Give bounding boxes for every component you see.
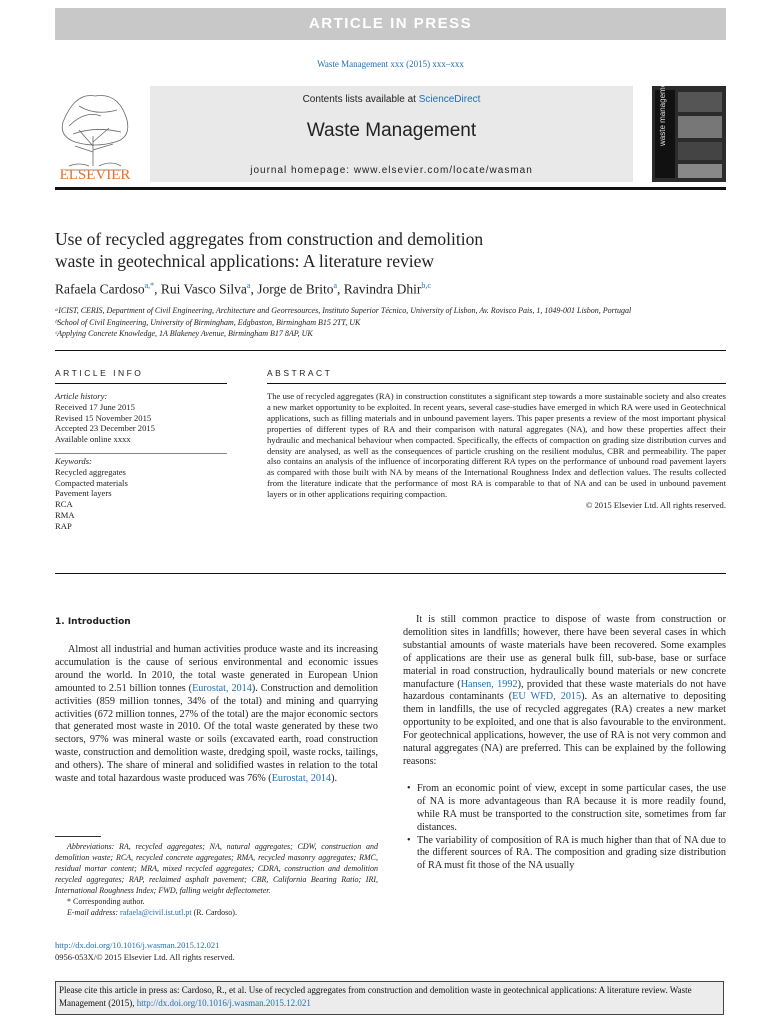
body-column-left bbox=[55, 644, 378, 786]
article-in-press-banner: ARTICLE IN PRESS bbox=[55, 8, 726, 40]
article-info bbox=[55, 391, 227, 532]
keyword: RCA bbox=[55, 499, 73, 510]
email-link[interactable]: rafaela@civil.ist.utl.pt bbox=[120, 908, 192, 917]
author-name[interactable]: Jorge de Brito bbox=[257, 281, 334, 297]
intro-paragraph-2 bbox=[403, 614, 726, 769]
keywords-label: Keywords: bbox=[55, 455, 92, 466]
intro-paragraph-1 bbox=[55, 644, 378, 786]
text-run: Almost all industrial and human activities produce waste and its increasing accumulation is the cause of serious environmental and economic issues around the world. In 2010, the total waste generated in European Union amounted to 2.51 billion tonnes ( bbox=[55, 644, 378, 694]
citation-link[interactable]: EU WFD, 2015 bbox=[512, 691, 582, 703]
elsevier-tree-icon bbox=[55, 86, 135, 182]
author-name[interactable]: Rui Vasco Silva bbox=[160, 281, 247, 297]
citation-text: Please cite this article in press as: Cardoso, R., et al. Use of recycled aggregates from construction and demolition waste in geotechnical applications: A literature review. Waste Management (2015), bbox=[59, 985, 692, 1008]
abstract bbox=[267, 391, 726, 511]
journal-homepage[interactable]: journal homepage: www.elsevier.com/locate/wasman bbox=[250, 165, 533, 176]
footnotes bbox=[55, 841, 378, 918]
history-item: Available online xxxx bbox=[55, 434, 131, 445]
abstract-bottom-rule bbox=[55, 573, 726, 574]
keyword: Compacted materials bbox=[55, 477, 128, 488]
corresponding-author-note: * Corresponding author. bbox=[67, 897, 145, 906]
affiliation-rule bbox=[55, 350, 726, 351]
info-rule bbox=[55, 383, 227, 384]
text-run: ), provided that these waste materials do not have hazardous contaminants ( bbox=[403, 678, 726, 703]
doi-link[interactable]: http://dx.doi.org/10.1016/j.wasman.2015.12.021 bbox=[55, 940, 220, 950]
affiliation-c: ᶜApplying Concrete Knowledge, 1A Blakeney Avenue, Birmingham B17 8AP, UK bbox=[55, 329, 313, 338]
title-line-2: waste in geotechnical applications: A literature review bbox=[55, 251, 435, 271]
title-line-1: Use of recycled aggregates from construction and demolition bbox=[55, 229, 484, 249]
affiliations bbox=[55, 305, 735, 340]
history-item: Revised 15 November 2015 bbox=[55, 412, 152, 423]
contents-lists-line bbox=[150, 94, 633, 105]
elsevier-wordmark: ELSEVIER bbox=[59, 167, 131, 182]
abstract-text: The use of recycled aggregates (RA) in construction constitutes a significant step towards a more sustainable society and also creates a new market opportunity to be exploited. In recent years, several case-studies have emerged in which RA were used in Geotechnical applications, such as filling materials and in unbound pavement layers. This paper presents a review of the most important physical properties of different types of RA and their comparison with natural aggregates (NA), and how these properties affect their hydraulic and mechanical behaviour when compacted. Specifically, the effects of compaction on grading size distribution curves and density are analysed, as well as the consequences of particle crushing on the resilient modulus, CBR and permeability. The paper also contains an analysis of the influence of incorporating different RA types on the performance of unbound road pavement layers as compared with those built with NA by means of the International Roughness Index and deflection values. The results collected from the literature indicate that the performance of most RA is comparable to that of NA and can be used in unbound pavement layers or in other applications requiring compaction. bbox=[267, 391, 726, 500]
keyword: Recycled aggregates bbox=[55, 466, 126, 477]
citation-box bbox=[55, 981, 724, 1015]
cover-title: waste management bbox=[658, 86, 667, 146]
article-title bbox=[55, 228, 615, 272]
text-run: ). bbox=[331, 773, 338, 785]
keyword: RAP bbox=[55, 520, 72, 531]
issn-line: 0956-053X/© 2015 Elsevier Ltd. All rights reserved. bbox=[55, 951, 235, 962]
email-suffix: (R. Cardoso). bbox=[191, 908, 237, 917]
author-affiliation-mark[interactable]: b,c bbox=[421, 281, 431, 290]
journal-reference-link[interactable]: Waste Management xxx (2015) xxx–xxx bbox=[317, 59, 464, 69]
citation-link[interactable]: Eurostat, 2014 bbox=[192, 682, 252, 694]
keywords-divider bbox=[55, 453, 227, 454]
contents-prefix: Contents lists available at bbox=[302, 94, 419, 105]
doi-block bbox=[55, 940, 378, 963]
footnote-rule bbox=[55, 836, 101, 837]
history-item: Accepted 23 December 2015 bbox=[55, 423, 155, 434]
abstract-copyright: © 2015 Elsevier Ltd. All rights reserved. bbox=[585, 500, 726, 511]
body-column-right bbox=[403, 614, 726, 873]
keyword: RMA bbox=[55, 509, 75, 520]
cover-art bbox=[652, 86, 726, 182]
author-affiliation-mark[interactable]: a,* bbox=[144, 281, 155, 290]
keyword: Pavement layers bbox=[55, 488, 112, 499]
author-list: Rafaela Cardoso$^{a,*}$, Rui Vasco Silva$^a$, Jorge de Brito$^a$, Ravindra Dhir$^{b,c}$ bbox=[55, 281, 431, 297]
email-label: E-mail address: bbox=[67, 908, 121, 917]
list-item: • The variability of composition of RA is much higher than that of NA due to the different sources of RA. The composition and grading size distribution of RA must fit those of the NA usually bbox=[403, 835, 726, 874]
history-label: Article history: bbox=[55, 391, 108, 401]
citation-doi-link[interactable]: http://dx.doi.org/10.1016/j.wasman.2015.12.021 bbox=[136, 997, 311, 1008]
affiliation-a: ᵃICIST, CERIS, Department of Civil Engineering, Architecture and Georresources, Instituto Superior Técnico, University of Lisbon, Av. Rovisco Pais, 1, 1049-001 Lisbon, Portugal bbox=[55, 306, 632, 315]
citation-link[interactable]: Hansen, 1992 bbox=[460, 678, 518, 690]
author-affiliation-mark[interactable]: a bbox=[246, 281, 251, 290]
section-heading-introduction: 1. Introduction bbox=[55, 617, 131, 627]
text-run: ). As an alternative to depositing them in landfills, the use of recycled aggregates (RA) creates a new market opportunity to be exploited, and one that is also favourable to the environment. For geotechnical applications, however, the use of RA is not very common and natural aggregates (NA) are preferred. This can be explained by the following reasons: bbox=[403, 691, 726, 767]
journal-cover-image[interactable] bbox=[652, 86, 726, 182]
journal-title: Waste Management bbox=[306, 120, 477, 141]
text-run: ). Construction and demolition activities (859 million tonnes, 34% of the total) and mining and quarrying activities (672 million tonnes, 27% of the total) are the major economic sectors that generated most waste in 2010. Of the total waste generated by these two sectors, 97% was mineral waste or soils (excavated earth, road construction waste, construction and demolition waste, dredging spoil, waste rocks, tailings, and others). The share of mineral and solidified wastes in relation to the total waste and total hazardous waste produced was 76% ( bbox=[55, 682, 378, 785]
citation-link[interactable]: Eurostat, 2014 bbox=[271, 773, 332, 785]
author-affiliation-mark[interactable]: a bbox=[333, 281, 338, 290]
reasons-list bbox=[403, 783, 726, 873]
text-run: It is still common practice to dispose of waste from construction or demolition sites in landfills; however, there have been several cases in which substantial amounts of waste materials have been recovered. Some examples of applications are their use as general bulk fill, sub-base, base or surface material in road construction, hydraulically bound materials or new concrete manufacture ( bbox=[403, 614, 726, 690]
sciencedirect-link[interactable]: ScienceDirect bbox=[418, 94, 481, 105]
affiliation-b: ᵇSchool of Civil Engineering, University of Birmingham, Edgbaston, Birmingham B15 2TT, UK bbox=[55, 317, 361, 327]
author-name[interactable]: Ravindra Dhir bbox=[343, 281, 422, 297]
author-name[interactable]: Rafaela Cardoso bbox=[55, 281, 145, 297]
abstract-rule bbox=[267, 383, 726, 384]
abstract-heading: ABSTRACT bbox=[267, 368, 333, 378]
email-line bbox=[55, 907, 378, 918]
list-item: • From an economic point of view, except in some particular cases, the use of NA is more advantageous than RA because it is more readily found, while RA must be transported to the construction site, sometimes from far distances. bbox=[403, 783, 726, 835]
history-item: Received 17 June 2015 bbox=[55, 401, 135, 412]
header-rule bbox=[55, 187, 726, 190]
abbreviations-footnote: Abbreviations: RA, recycled aggregates; NA, natural aggregates; CDW, construction and demolition waste; RCA, recycled concrete aggregates; RMA, recycled masonry aggregates; RMC, residual mortar content; MRA, mixed recycled aggregates; CDRA, construction and demolition recycled aggregates; RAP, reclaimed asphalt pavement; CBR, California Bearing Ratio; IRI, International Roughness Index; FWD, falling weight deflectometer. bbox=[55, 842, 378, 895]
article-info-heading: ARTICLE INFO bbox=[55, 368, 144, 378]
elsevier-logo[interactable] bbox=[55, 86, 135, 182]
